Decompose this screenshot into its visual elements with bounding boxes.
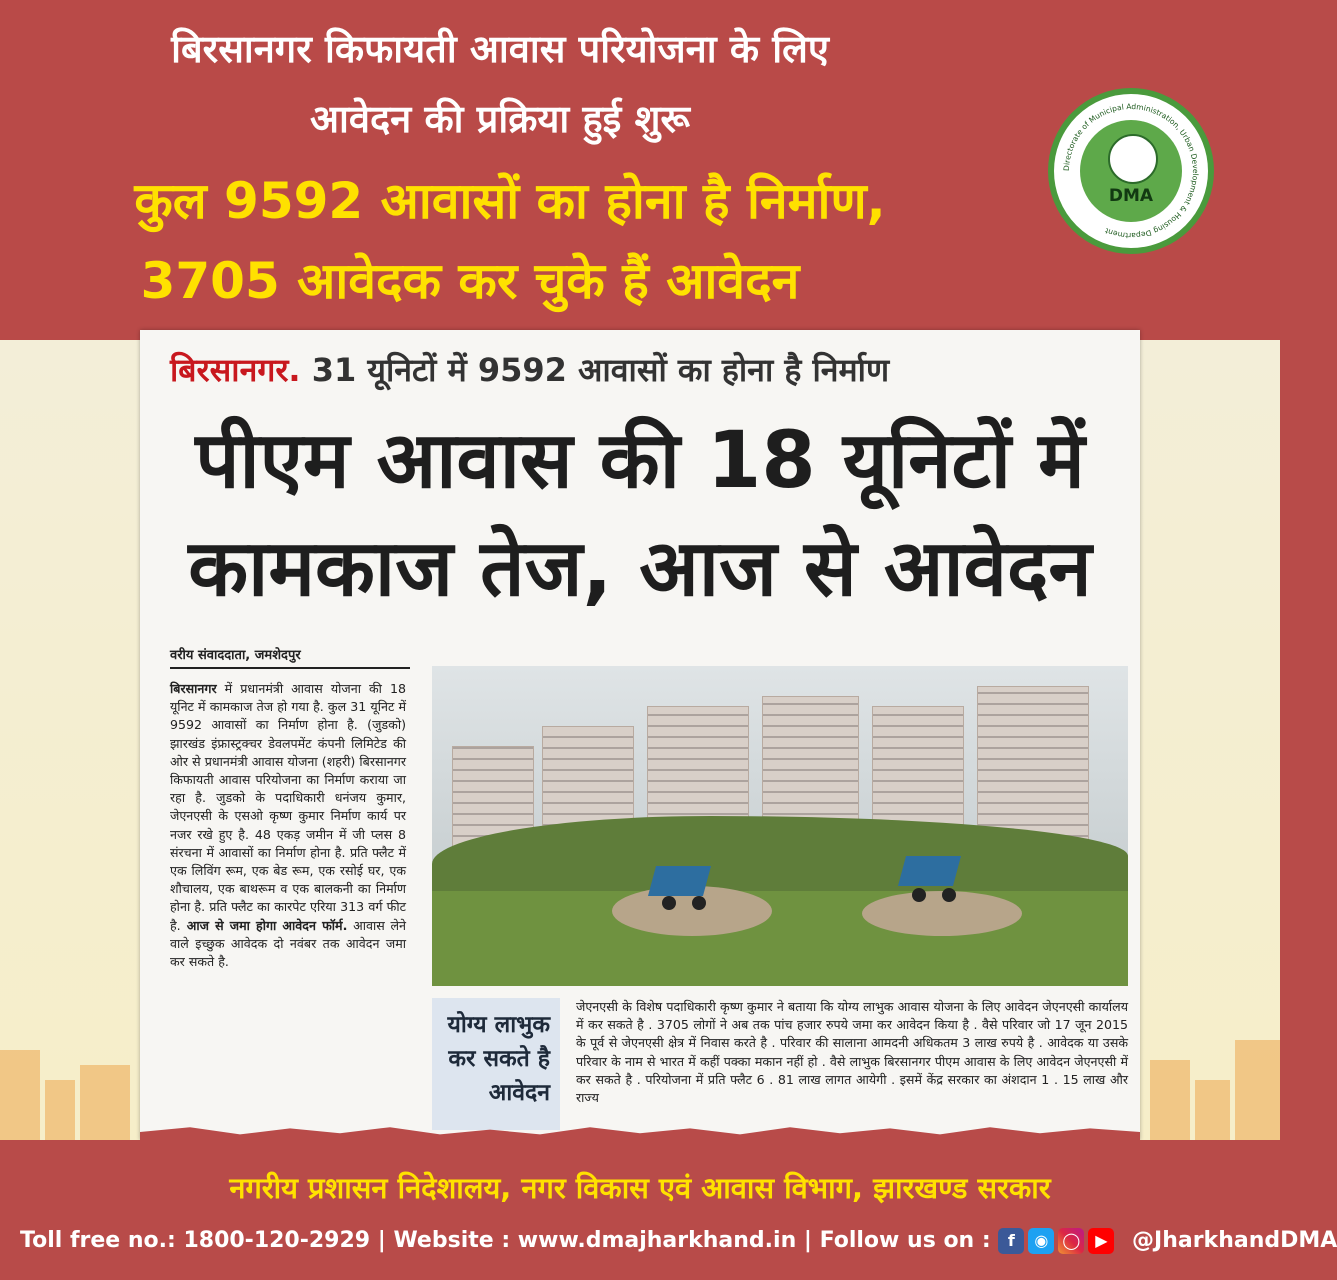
header-highlight-1: कुल 9592 आवासों का होना है निर्माण,: [134, 172, 886, 230]
skyline-decoration: [80, 1065, 130, 1140]
instagram-icon[interactable]: ◯: [1058, 1228, 1084, 1254]
headline-line-2: कामकाज तेज, आज से आवेदन: [188, 524, 1092, 614]
social-handle[interactable]: @JharkhandDMA: [1132, 1228, 1337, 1253]
sidebar-title: योग्य लाभुक कर सकते है आवेदन: [447, 1012, 550, 1106]
skyline-decoration: [1235, 1040, 1280, 1140]
twitter-icon[interactable]: ◉: [1028, 1228, 1054, 1254]
header-line-2: आवेदन की प्रक्रिया हुई शुरू: [310, 97, 690, 141]
body-lead: बिरसानगर: [170, 681, 217, 696]
article-second-column: जेएनएसी के विशेष पदाधिकारी कृष्ण कुमार ने बताया कि योग्य लाभुक आवास योजना के लिए आवेदन जेएनएसी कार्यालय में कर सकते है . 3705 लोगों ने अब तक पांच हजार रुपये जमा कर आवेदन किया है . वैसे परिवार जो 17 जून 2015 के पूर्व से जेएनएसी क्षेत्र में निवास करते है . परिवार की सालाना आमदनी अधिकतम 3 लाख रुपये है . आवेदक या उसके परिवार के नाम से भारत में कहीं पक्का मकान नहीं हो . वैसे लाभुक बिरसानगर पीएम आवास के लिए आवेदन जेएनएसी में कर सकते है . परियोजना में प्रति फ्लैट 6 . 81 लाख लागत आयेगी . इसमें केंद्र सरकार का अंशदान 1 . 15 लाख और राज्य: [576, 999, 1128, 1106]
skyline-decoration: [45, 1080, 75, 1140]
skyline-decoration: [1150, 1060, 1190, 1140]
headline-line-1: पीएम आवास की 18 यूनिटों में: [195, 416, 1085, 506]
header-highlight-2: 3705 आवेदक कर चुके हैं आवेदन: [140, 252, 800, 310]
header-line-1: बिरसानगर किफायती आवास परियोजना के लिए: [171, 27, 829, 71]
footer-contact: [20, 1228, 1337, 1254]
youtube-icon[interactable]: ▶: [1088, 1228, 1114, 1254]
svg-text:Directorate of Municipal Admin: Directorate of Municipal Administration, Urban Development & Housing Department: [1061, 101, 1201, 241]
footer-bar: [0, 1140, 1280, 1280]
kicker-text: 31 यूनिटों में 9592 आवासों का होना है निर्माण: [300, 351, 890, 389]
body-subhead: आज से जमा होगा आवेदन फॉर्म.: [180, 917, 348, 933]
skyline-decoration: [0, 1050, 40, 1140]
article-kicker: [170, 348, 889, 391]
body-tail: आवास लेने वाले इच्छुक आवेदक दो नवंबर तक आवेदन जमा कर सकते है.: [170, 917, 407, 970]
logo-text: DMA: [1108, 186, 1154, 206]
body-text: में प्रधानमंत्री आवास योजना की 18 यूनिट में कामकाज तेज हो गया है. कुल 31 यूनिट में 9592 आवासों का निर्माण होना है. (जुडको) झारखंड इंफ्रास्ट्रक्चर डेवलपमेंट कंपनी लिमिटेड की ओर से प्रधानमंत्री आवास योजना (शहरी) बिरसानगर किफायती आवास परियोजना का निर्माण कराया जा रहा है. जुडको के पदाधिकारी धनंजय कुमार, जेएनएसी के एसओ कृष्ण कुमार निर्माण कार्य पर नजर रखे हुए है. 48 एकड़ जमीन में जी प्लस 8 संरचना में आवासों का निर्माण होना है. प्रति फ्लैट में एक लिविंग रूम, एक बेड रूम, एक रसोई घर, एक शौचालय, एक बाथरूम व एक बालकनी का निर्माण होना है. प्रति फ्लैट का कारपेट एरिया 313 वर्ग फीट है.: [170, 681, 406, 933]
byline: वरीय संवाददाता, जमशेदपुर: [170, 648, 301, 663]
article-body-column: [170, 680, 406, 971]
byline-rule: [170, 667, 410, 669]
footer-department: नगरीय प्रशासन निदेशालय, नगर विकास एवं आवास विभाग, झारखण्ड सरकार: [229, 1171, 1051, 1205]
facebook-icon[interactable]: f: [998, 1228, 1024, 1254]
dma-logo: [1048, 88, 1214, 254]
jharkhand-emblem-icon: [1108, 134, 1158, 184]
construction-photo: [432, 666, 1128, 986]
contact-text: Toll free no.: 1800-120-2929 | Website : www.dmajharkhand.in | Follow us on :: [20, 1228, 999, 1253]
logo-emblem-circle: [1080, 120, 1182, 222]
kicker-place: बिरसानगर.: [170, 351, 301, 389]
sidebar-box: [432, 998, 560, 1130]
newspaper-clipping: [140, 330, 1140, 1140]
skyline-decoration: [1195, 1080, 1230, 1140]
